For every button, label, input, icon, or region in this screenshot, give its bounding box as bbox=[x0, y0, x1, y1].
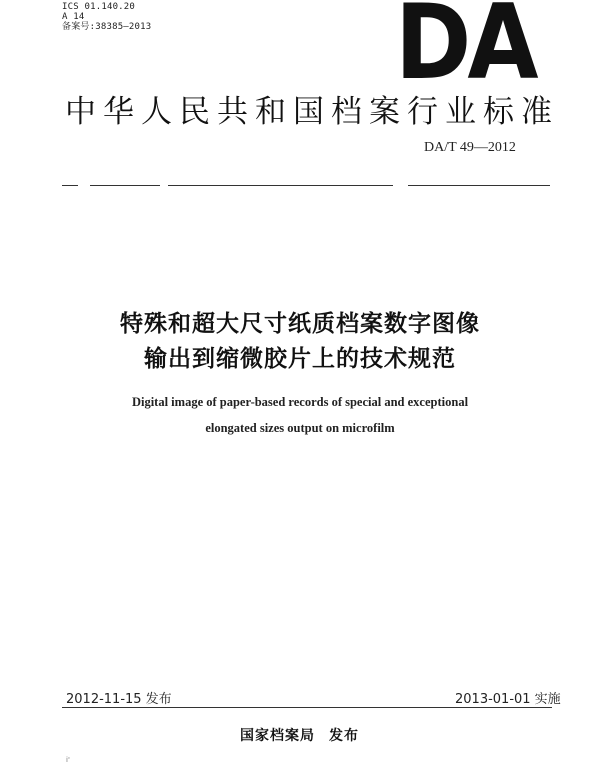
divider-segment bbox=[62, 185, 78, 186]
issuing-authority bbox=[240, 725, 359, 745]
filing-number: 备案号:38385—2013 bbox=[62, 22, 152, 32]
document-title-en-line2: elongated sizes output on microfilm bbox=[205, 421, 395, 435]
divider-segment bbox=[408, 185, 550, 186]
ics-code: ICS 01.140.20 bbox=[62, 2, 136, 12]
issuer-name: 国家档案局 bbox=[240, 728, 315, 744]
standard-number: DA/T 49—2012 bbox=[424, 140, 516, 155]
class-code: A 14 bbox=[62, 12, 85, 22]
publish-date: 2012-11-15 发布 bbox=[66, 692, 172, 707]
divider-segment bbox=[168, 185, 393, 186]
implement-date: 2013-01-01 实施 bbox=[455, 692, 561, 707]
standard-category-title: 中华人民共和国档案行业标准 bbox=[65, 94, 559, 130]
bottom-divider bbox=[62, 707, 552, 708]
divider-segment bbox=[90, 185, 160, 186]
document-title-en-line1: Digital image of paper-based records of special and exceptional bbox=[131, 395, 469, 409]
page-mark: i' bbox=[66, 756, 70, 764]
document-title-cn-line1: 特殊和超大尺寸纸质档案数字图像 bbox=[120, 311, 480, 337]
document-title-cn-line2: 输出到缩微胶片上的技术规范 bbox=[144, 346, 456, 372]
issuer-action: 发布 bbox=[329, 728, 359, 744]
da-logo: DA bbox=[395, 0, 535, 103]
